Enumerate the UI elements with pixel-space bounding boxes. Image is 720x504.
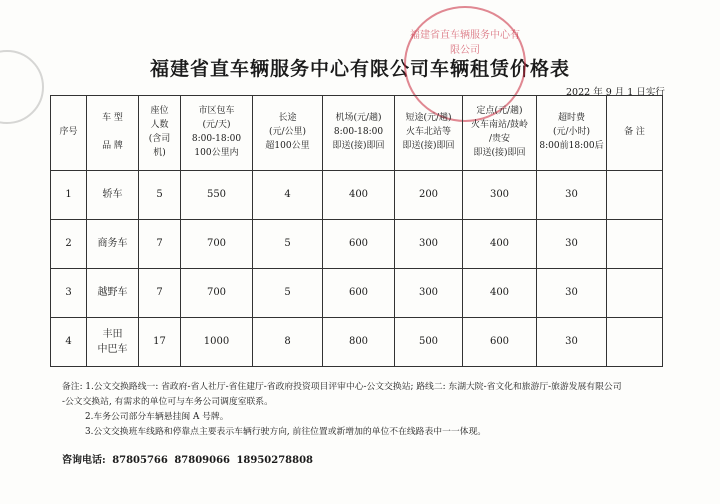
contact-line: [62, 451, 313, 466]
column-header: [607, 96, 663, 171]
column-header: [181, 96, 253, 171]
price-table: [50, 95, 663, 367]
cell-text: 丰田: [102, 328, 123, 340]
column-header-text: 火车南站/鼓岭: [470, 120, 529, 131]
cell-long: 4: [253, 171, 323, 220]
cell-fixed: 400: [463, 220, 537, 269]
table-header-row: [51, 96, 663, 171]
contact-phones: 87805766 87809066 18950278808: [112, 455, 314, 466]
cell-no: 3: [51, 269, 87, 318]
note-line-2: 2.车务公司部分车辆悬挂闽 A 号牌。: [85, 412, 229, 422]
cell-model: [87, 318, 139, 367]
column-header: [51, 96, 87, 171]
column-header-text: 即送(接)即回: [402, 140, 455, 151]
column-header-text: 超时费: [557, 113, 585, 124]
cell-airport: 600: [323, 269, 395, 318]
column-header-text: 机): [153, 147, 166, 158]
cell-note: [607, 318, 663, 367]
table-row: [51, 269, 663, 318]
cell-text: 中巴车: [97, 344, 128, 355]
cell-seats: 7: [139, 269, 181, 318]
cell-overtime: 30: [537, 318, 607, 367]
column-header-text: 备 注: [624, 127, 645, 138]
column-header-text: 序号: [59, 127, 78, 138]
cell-fixed: 300: [463, 171, 537, 220]
cell-airport: 400: [323, 171, 395, 220]
column-header: [395, 96, 463, 171]
cell-long: 5: [253, 269, 323, 318]
column-header: [463, 96, 537, 171]
column-header: [139, 96, 181, 171]
column-header-text: 长途: [278, 113, 297, 124]
column-header: [537, 96, 607, 171]
note-line-3: 3.公文交换班车线路和停靠点主要表示车辆行驶方向, 前往位置或新增加的单位不在线路表中一一体现。: [85, 427, 487, 437]
column-header-text: (元/天): [202, 120, 231, 131]
column-header-text: 8:00-18:00: [191, 134, 242, 144]
cell-short: 500: [395, 318, 463, 367]
effective-date: 2022 年 9 月 1 日实行: [566, 87, 665, 98]
note-line-1: 备注: 1.公文交换路线一: 省政府-省人社厅-省住建厅-省政府投资项目评审中心-公文交换站; 路线二: 东湖大院-省文化和旅游厅-旅游发展有限公司: [62, 382, 622, 392]
column-header-text: 机场(元/趟): [335, 113, 382, 124]
column-header-text: 100公里内: [194, 147, 239, 158]
cell-note: [607, 171, 663, 220]
column-header-text: (元/小时): [552, 127, 591, 138]
cell-seats: 7: [139, 220, 181, 269]
table-row: [51, 171, 663, 220]
cell-text: 越野车: [97, 287, 128, 299]
cell-text: 轿车: [102, 189, 123, 201]
cell-seats: 17: [139, 318, 181, 367]
column-header-text: 市区包车: [198, 106, 235, 117]
column-header-text: 8:00-18:00: [333, 127, 384, 138]
cell-model: [87, 171, 139, 220]
column-header: [253, 96, 323, 171]
column-header-text: [87, 126, 138, 140]
table-row: [51, 220, 663, 269]
column-header-text: 即送(接)即回: [332, 140, 385, 151]
cell-fixed: 600: [463, 318, 537, 367]
cell-city: 1000: [181, 318, 253, 367]
cell-city: 700: [181, 269, 253, 318]
column-header: [87, 96, 139, 171]
column-header-text: 定点(元/趟): [476, 106, 523, 117]
column-header-text: /贵安: [488, 134, 511, 144]
document-title: 福建省直车辆服务中心有限公司车辆租赁价格表: [149, 58, 570, 80]
seal-text: 福建省直车辆服务中心有限公司: [410, 30, 520, 56]
cell-note: [607, 220, 663, 269]
cell-short: 300: [395, 269, 463, 318]
cell-fixed: 400: [463, 269, 537, 318]
column-header-text: 人数: [150, 120, 169, 131]
cell-seats: 5: [139, 171, 181, 220]
column-header-text: 超100公里: [265, 140, 310, 151]
cell-note: [607, 269, 663, 318]
table-body: [51, 171, 663, 367]
column-header-text: 8:00前18:00后: [539, 140, 604, 151]
contact-label: 咨询电话:: [62, 455, 106, 466]
cell-long: 8: [253, 318, 323, 367]
cell-city: 700: [181, 220, 253, 269]
cell-airport: 600: [323, 220, 395, 269]
note-line-1b: -公文交换站, 有需求的单位可与车务公司调度室联系。: [62, 397, 273, 407]
cell-airport: 800: [323, 318, 395, 367]
cell-no: 1: [51, 171, 87, 220]
cell-no: 2: [51, 220, 87, 269]
column-header-text: (元/公里): [268, 127, 307, 138]
column-header-text: (含司: [148, 134, 171, 144]
column-header-text: 座位: [150, 106, 169, 117]
column-header-text: 火车北站等: [405, 127, 451, 138]
cell-overtime: 30: [537, 220, 607, 269]
cell-text: 商务车: [97, 238, 128, 250]
cell-model: [87, 220, 139, 269]
column-header-text: 品 牌: [102, 140, 123, 151]
column-header: [323, 96, 395, 171]
cell-short: 200: [395, 171, 463, 220]
cell-overtime: 30: [537, 269, 607, 318]
notes-section: [62, 380, 702, 440]
cell-overtime: 30: [537, 171, 607, 220]
column-header-text: 即送(接)即回: [473, 147, 526, 158]
column-header-text: 车 型: [102, 113, 123, 124]
column-header-text: 短途(元/趟): [405, 113, 452, 124]
table-row: [51, 318, 663, 367]
cell-no: 4: [51, 318, 87, 367]
cell-model: [87, 269, 139, 318]
cell-long: 5: [253, 220, 323, 269]
cell-city: 550: [181, 171, 253, 220]
cell-short: 300: [395, 220, 463, 269]
